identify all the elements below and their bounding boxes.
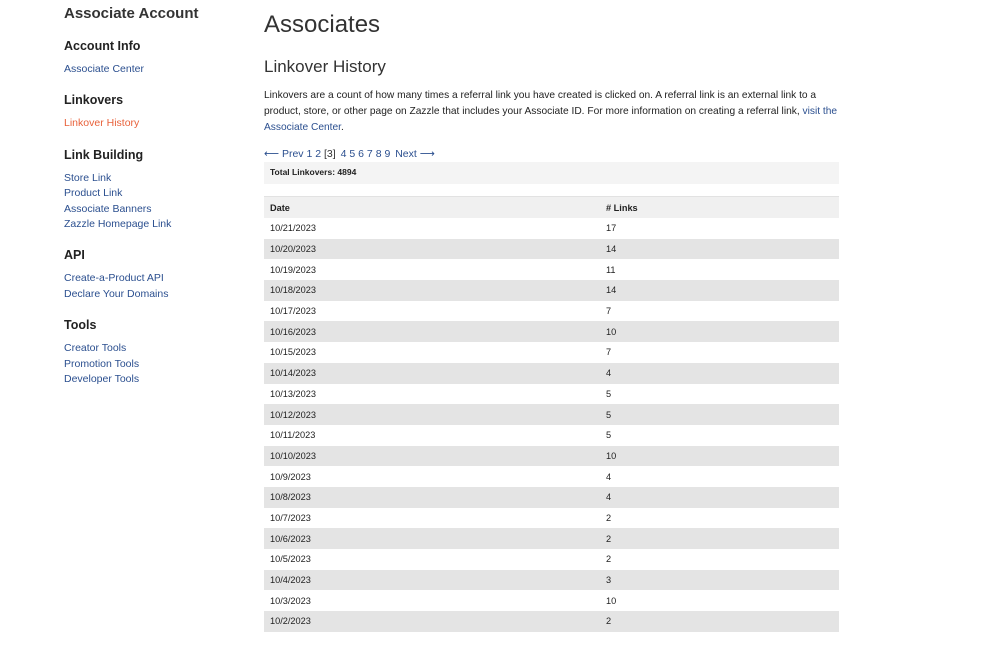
table-row xyxy=(264,611,839,632)
table-row xyxy=(264,301,839,322)
date-cell: 10/4/2023 xyxy=(264,570,600,591)
table-row xyxy=(264,570,839,591)
table-row xyxy=(264,590,839,611)
sidebar-link-linkover-history[interactable]: Linkover History xyxy=(64,117,140,130)
prev-page-link[interactable]: ⟵ Prev xyxy=(264,148,304,160)
date-cell: 10/5/2023 xyxy=(270,554,311,565)
sidebar-link-create-a-product-api[interactable]: Create-a-Product API xyxy=(64,272,164,285)
date-cell: 10/10/2023 xyxy=(264,446,600,467)
intro-paragraph xyxy=(264,88,839,136)
sidebar-link-store-link[interactable]: Store Link xyxy=(64,171,112,184)
table-row xyxy=(264,446,839,467)
links-count-cell: 2 xyxy=(606,554,612,565)
sidebar-link-creator-tools[interactable]: Creator Tools xyxy=(64,342,127,355)
sidebar-section-heading: Account Info xyxy=(64,39,141,53)
date-cell: 10/8/2023 xyxy=(264,487,600,508)
date-cell: 10/13/2023 xyxy=(270,388,316,399)
sidebar-section xyxy=(64,317,244,387)
date-cell: 10/14/2023 xyxy=(264,363,600,384)
links-count-cell: 2 xyxy=(606,512,612,523)
table-row xyxy=(264,239,839,260)
intro-end: . xyxy=(341,122,344,133)
links-count-cell: 10 xyxy=(600,446,839,467)
page-link[interactable]: 1 xyxy=(306,148,313,160)
main-content xyxy=(264,0,839,632)
sidebar-link-product-link[interactable]: Product Link xyxy=(64,187,123,200)
intro-text: Linkovers are a count of how many times a referral link you have created is clicked on. A referral link is an external link to a product, store, or other page on Zazzle that includes your Associate ID. For more information on creating a referral link, xyxy=(264,90,817,117)
table-header-row xyxy=(264,197,839,219)
sidebar-section-heading: Tools xyxy=(64,318,97,333)
date-cell: 10/3/2023 xyxy=(270,595,311,606)
sidebar-section xyxy=(64,92,244,131)
table-row xyxy=(264,363,839,384)
linkover-table xyxy=(264,196,839,632)
page-link[interactable]: 9 xyxy=(384,148,391,160)
table-row xyxy=(264,404,839,425)
page-link[interactable]: 7 xyxy=(366,148,373,160)
sidebar-link-promotion-tools[interactable]: Promotion Tools xyxy=(64,357,140,370)
table-row xyxy=(264,425,839,446)
table-row xyxy=(264,342,839,363)
sidebar-section-heading: API xyxy=(64,248,85,263)
date-cell: 10/9/2023 xyxy=(270,471,311,482)
links-count-cell: 14 xyxy=(600,239,839,260)
sidebar-link-declare-your-domains[interactable]: Declare Your Domains xyxy=(64,287,169,300)
sidebar-section-heading: Link Building xyxy=(64,147,144,162)
sidebar-link-zazzle-homepage-link[interactable]: Zazzle Homepage Link xyxy=(64,218,172,231)
sidebar-section xyxy=(64,247,244,302)
current-page: [3] xyxy=(324,148,336,160)
links-count-cell: 4 xyxy=(600,487,839,508)
sidebar-link-associate-banners[interactable]: Associate Banners xyxy=(64,202,152,215)
date-cell: 10/7/2023 xyxy=(270,512,311,523)
date-cell: 10/17/2023 xyxy=(270,306,316,317)
table-row xyxy=(264,384,839,405)
sidebar xyxy=(64,5,244,387)
date-cell: 10/12/2023 xyxy=(264,404,600,425)
date-cell: 10/20/2023 xyxy=(264,239,600,260)
links-count-cell: 11 xyxy=(606,264,616,275)
page-link[interactable]: 4 xyxy=(340,148,347,160)
next-page-link[interactable]: Next ⟶ xyxy=(395,148,435,160)
links-count-cell: 2 xyxy=(600,528,839,549)
links-count-cell: 17 xyxy=(606,223,617,234)
date-cell: 10/15/2023 xyxy=(270,347,316,358)
links-count-cell: 10 xyxy=(606,595,617,606)
sidebar-link-developer-tools[interactable]: Developer Tools xyxy=(64,373,140,386)
section-title: Linkover History xyxy=(264,57,386,76)
date-cell: 10/16/2023 xyxy=(264,321,600,342)
table-row xyxy=(264,280,839,301)
table-row xyxy=(264,508,839,529)
page-link[interactable]: 5 xyxy=(349,148,356,160)
table-row xyxy=(264,549,839,570)
page-link[interactable]: 8 xyxy=(375,148,382,160)
total-linkovers: Total Linkovers: 4894 xyxy=(264,162,839,184)
sidebar-title: Associate Account xyxy=(64,5,199,22)
links-count-cell: 2 xyxy=(600,611,839,632)
links-count-cell: 7 xyxy=(606,306,612,317)
links-count-cell: 3 xyxy=(600,570,839,591)
date-cell: 10/18/2023 xyxy=(264,280,600,301)
links-count-cell: 7 xyxy=(606,347,612,358)
links-count-cell: 14 xyxy=(600,280,839,301)
date-column-header: Date xyxy=(264,197,600,219)
page-link[interactable]: 2 xyxy=(315,148,322,160)
date-cell: 10/2/2023 xyxy=(264,611,600,632)
page-link[interactable]: 6 xyxy=(358,148,364,160)
page-title: Associates xyxy=(264,11,381,38)
sidebar-section-heading: Linkovers xyxy=(64,93,124,108)
date-cell: 10/19/2023 xyxy=(270,264,316,275)
links-count-cell: 5 xyxy=(606,388,612,399)
links-count-cell: 5 xyxy=(606,430,612,441)
sidebar-section xyxy=(64,38,244,77)
links-count-cell: 4 xyxy=(606,471,612,482)
sidebar-link-associate-center[interactable]: Associate Center xyxy=(64,63,144,75)
links-count-cell: 4 xyxy=(600,363,839,384)
date-cell: 10/21/2023 xyxy=(270,223,316,234)
date-cell: 10/11/2023 xyxy=(270,430,316,441)
links-count-cell: 5 xyxy=(600,404,839,425)
sidebar-section xyxy=(64,147,244,233)
links-count-cell: 10 xyxy=(600,321,839,342)
date-cell: 10/6/2023 xyxy=(264,528,600,549)
table-row xyxy=(264,321,839,342)
table-row xyxy=(264,528,839,549)
links-column-header: # Links xyxy=(600,197,839,219)
table-row xyxy=(264,466,839,487)
associate-center-link[interactable]: visit the Associate Center xyxy=(264,106,838,133)
table-row xyxy=(264,218,839,239)
table-row xyxy=(264,259,839,280)
pagination xyxy=(264,147,839,161)
table-row xyxy=(264,487,839,508)
